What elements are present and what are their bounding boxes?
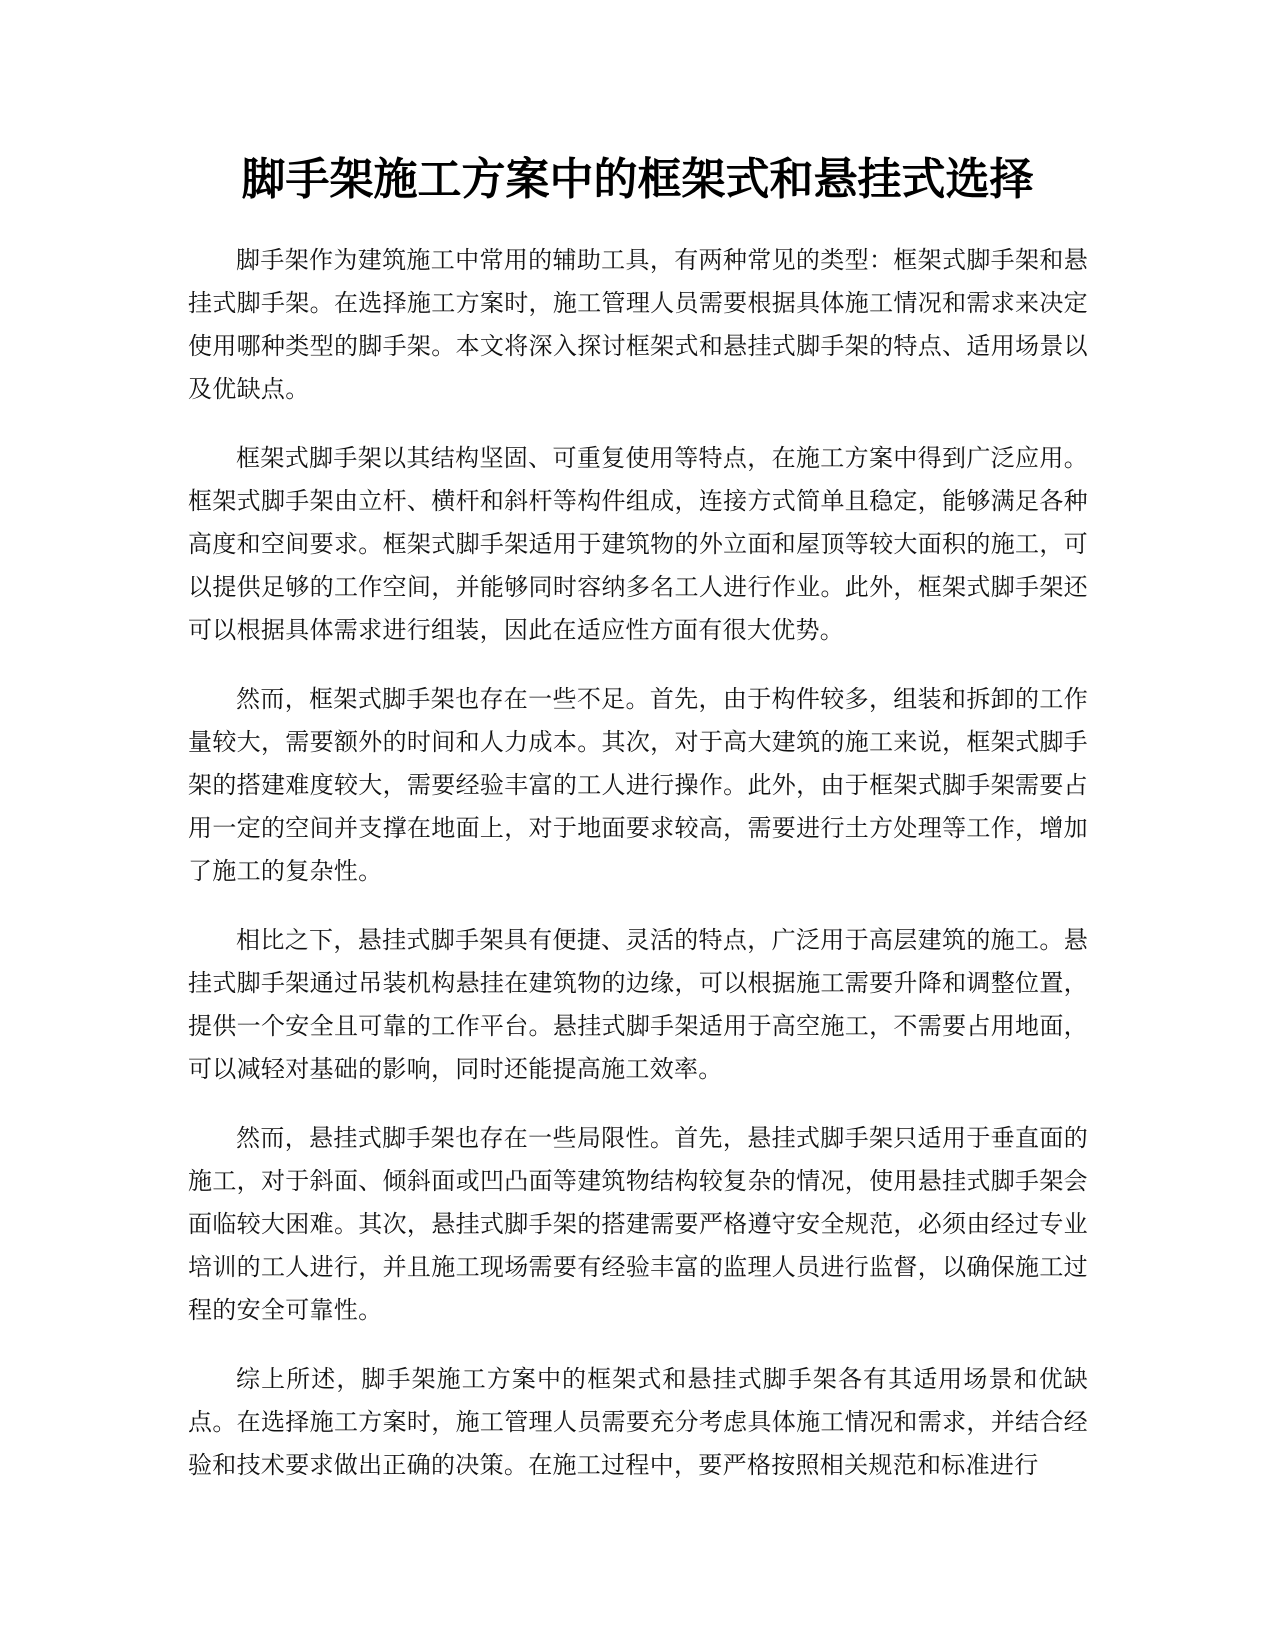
paragraph-3: 然而，框架式脚手架也存在一些不足。首先，由于构件较多，组装和拆卸的工作量较大，需要额外的时间和人力成本。其次，对于高大建筑的施工来说，框架式脚手架的搭建难度较大，需要经验丰富的工人进行操作。此外，由于框架式脚手架需要占用一定的空间并支撑在地面上，对于地面要求较高，需要进行土方处理等工作，增加了施工的复杂性。 [188,685,1088,885]
paragraph-5: 然而，悬挂式脚手架也存在一些局限性。首先，悬挂式脚手架只适用于垂直面的施工，对于斜面、倾斜面或凹凸面等建筑物结构较复杂的情况，使用悬挂式脚手架会面临较大困难。其次，悬挂式脚手架的搭建需要严格遵守安全规范，必须由经过专业培训的工人进行，并且施工现场需要有经验丰富的监理人员进行监督，以确保施工过程的安全可靠性。 [188,1124,1088,1324]
paragraph-4: 相比之下，悬挂式脚手架具有便捷、灵活的特点，广泛用于高层建筑的施工。悬挂式脚手架通过吊装机构悬挂在建筑物的边缘，可以根据施工需要升降和调整位置，提供一个安全且可靠的工作平台。悬挂式脚手架适用于高空施工，不需要占用地面，可以减轻对基础的影响，同时还能提高施工效率。 [188,926,1088,1083]
paragraph-1: 脚手架作为建筑施工中常用的辅助工具，有两种常见的类型：框架式脚手架和悬挂式脚手架。在选择施工方案时，施工管理人员需要根据具体施工情况和需求来决定使用哪种类型的脚手架。本文将深入探讨框架式和悬挂式脚手架的特点、适用场景以及优缺点。 [188,246,1088,403]
paragraph-6: 综上所述，脚手架施工方案中的框架式和悬挂式脚手架各有其适用场景和优缺点。在选择施工方案时，施工管理人员需要充分考虑具体施工情况和需求，并结合经验和技术要求做出正确的决策。在施工过程中，要严格按照相关规范和标准进行 [188,1365,1088,1479]
document-body [188,239,1088,1513]
paragraph-2: 框架式脚手架以其结构坚固、可重复使用等特点，在施工方案中得到广泛应用。框架式脚手架由立杆、横杆和斜杆等构件组成，连接方式简单且稳定，能够满足各种高度和空间要求。框架式脚手架适用于建筑物的外立面和屋顶等较大面积的施工，可以提供足够的工作空间，并能够同时容纳多名工人进行作业。此外，框架式脚手架还可以根据具体需求进行组装，因此在适应性方面有很大优势。 [188,444,1088,644]
document-title: 脚手架施工方案中的框架式和悬挂式选择 [241,154,1034,205]
